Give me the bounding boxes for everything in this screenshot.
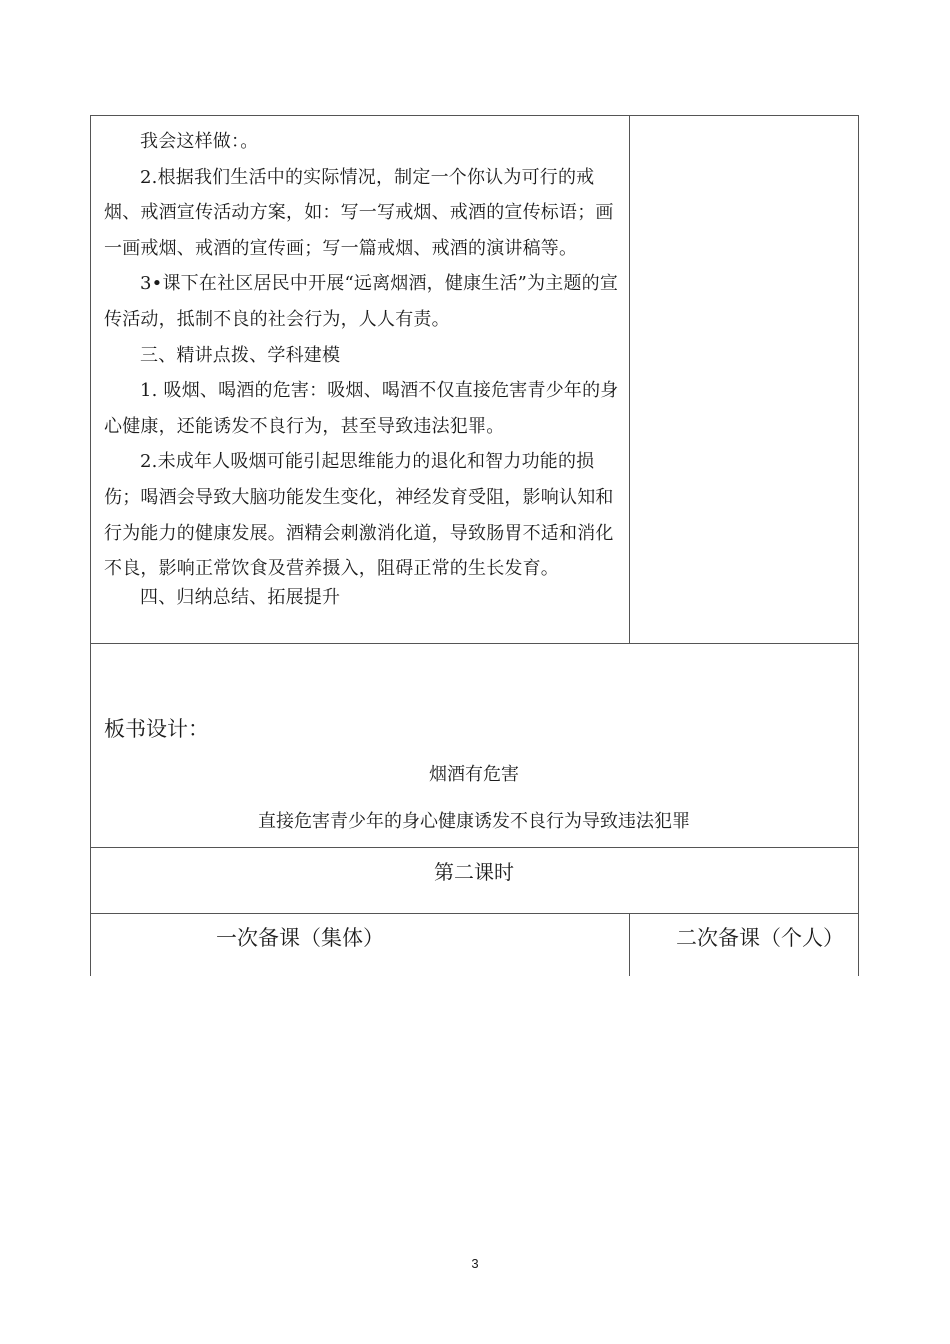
body-paragraph: 1. 吸烟、喝酒的危害：吸烟、喝酒不仅直接危害青少年的身心健康，还能诱发不良行为，甚至导致违法犯罪。 <box>104 380 619 437</box>
body-paragraph: 2.根据我们生活中的实际情况，制定一个你认为可行的戒烟、戒酒宣传活动方案，如：写一写戒烟、戒酒的宣传标语；画一画戒烟、戒酒的宣传画；写一篇戒烟、戒酒的演讲稿等。 <box>104 166 614 259</box>
body-paragraph: 我会这样做：。 <box>140 131 259 152</box>
section-heading: 四、归纳总结、拓展提升 <box>140 586 341 608</box>
lesson-body-text <box>104 124 622 609</box>
section-heading: 三、精讲点拨、学科建模 <box>140 344 341 366</box>
first-prep-header: 一次备课（集体） <box>216 926 384 950</box>
column-divider-lower <box>629 913 630 976</box>
table-border-top <box>90 115 859 116</box>
row-divider-lesson <box>90 847 859 848</box>
column-divider-upper <box>629 115 630 643</box>
second-prep-header: 二次备课（个人） <box>676 926 844 950</box>
board-content: 直接危害青少年的身心健康诱发不良行为导致违法犯罪 <box>258 811 690 832</box>
lesson-title: 第二课时 <box>434 860 514 884</box>
page-number: 3 <box>471 1256 479 1271</box>
row-divider-board <box>90 643 859 644</box>
row-divider-prep <box>90 913 859 914</box>
board-design-title: 板书设计： <box>104 717 209 741</box>
body-paragraph: 3•课下在社区居民中开展“远离烟酒，健康生活”为主题的宣传活动，抵制不良的社会行为，人人有责。 <box>104 273 619 330</box>
board-heading: 烟酒有危害 <box>429 764 519 785</box>
body-paragraph: 2.未成年人吸烟可能引起思维能力的退化和智力功能的损伤；喝酒会导致大脑功能发生变化，神经发育受阻，影响认知和行为能力的健康发展。酒精会刺激消化道，导致肠胃不适和消化不良，影响正常饮食及营养摄入，阻碍正常的生长发育。 <box>104 451 614 580</box>
